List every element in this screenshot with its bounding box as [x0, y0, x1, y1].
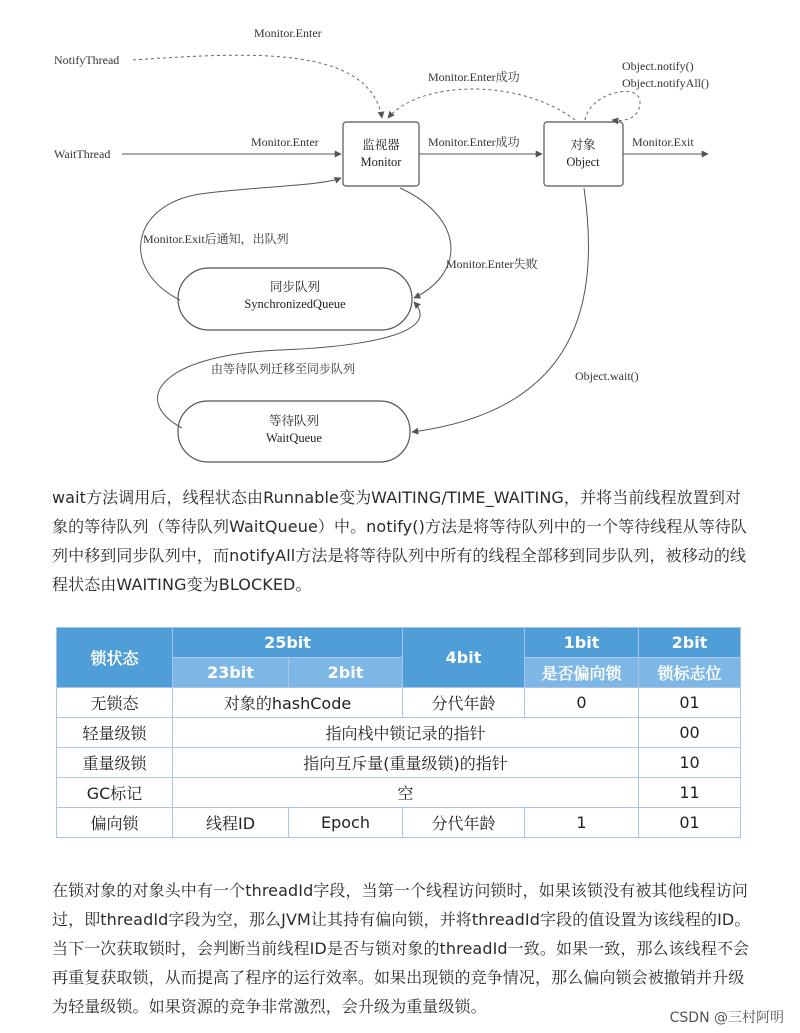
- cell-flag: 11: [639, 778, 741, 808]
- cell-flag: 10: [639, 748, 741, 778]
- header-25bit: 25bit: [173, 628, 403, 658]
- cell-state: 偏向锁: [57, 808, 173, 838]
- cell-thread-id: 线程ID: [173, 808, 289, 838]
- monitor-enter-top-label: Monitor.Enter: [254, 26, 322, 40]
- mark-word-table: [56, 627, 741, 838]
- wait-explanation-paragraph: wait方法调用后，线程状态由Runnable变为WAITING/TIME_WAITING，并将当前线程放置到对象的等待队列（等待队列WaitQueue）中。notify()方法是将等待队列中的一个等待线程从等待队列中移到同步队列中，而notifyAll方法是将等待队列中所有的线程全部移到同步队列，被移动的线程状态由WAITING变为BLOCKED。: [52, 488, 747, 594]
- header-2bit-sub: 2bit: [289, 658, 403, 688]
- object-notify-all-label: Object.notifyAll(): [622, 76, 709, 90]
- biased-lock-paragraph: 在锁对象的对象头中有一个threadId字段，当第一个线程访问锁时，如果该锁没有被其他线程访问过，即threadId字段为空，那么JVM让其持有偏向锁，并将threadId字段的值设置为该线程的ID。当下一次获取锁时，会判断当前线程ID是否与锁对象的threadId一致。如果一致，那么该线程不会再重复获取锁，从而提高了程序的运行效率。如果出现锁的竞争情况，那么偏向锁会被撤销并升级为轻量级锁。如果资源的竞争非常激烈，会升级为重量级锁。: [52, 881, 751, 1016]
- object-cn-label: 对象: [570, 138, 596, 152]
- cell-hashcode: 对象的hashCode: [173, 688, 403, 718]
- header-1bit: 1bit: [525, 628, 639, 658]
- wait-queue-cn-label: 等待队列: [268, 414, 320, 428]
- cell-state: 无锁态: [57, 688, 173, 718]
- table-header-row: [57, 628, 741, 658]
- object-wait-arrow: [412, 188, 588, 432]
- exit-notify-label: Monitor.Exit后通知，出队列: [143, 232, 289, 246]
- cell-pointer: 指向互斥量(重量级锁)的指针: [173, 748, 639, 778]
- move-queue-label: 由等待队列迁移至同步队列: [211, 362, 356, 376]
- enter-fail-label: Monitor.Enter失败: [446, 257, 538, 271]
- cell-pointer: 指向栈中锁记录的指针: [173, 718, 639, 748]
- header-23bit: 23bit: [173, 658, 289, 688]
- object-notify-loop: [585, 92, 640, 121]
- table-row: [57, 748, 741, 778]
- sync-queue-cn-label: 同步队列: [269, 280, 321, 294]
- cell-age: 分代年龄: [403, 808, 525, 838]
- monitor-en-label: Monitor: [360, 155, 402, 169]
- header-2bit: 2bit: [639, 628, 741, 658]
- cell-biased: 1: [525, 808, 639, 838]
- header-4bit: 4bit: [403, 628, 525, 688]
- monitor-enter-left-label: Monitor.Enter: [251, 135, 319, 149]
- monitor-exit-label: Monitor.Exit: [632, 135, 694, 149]
- cell-state: 轻量级锁: [57, 718, 173, 748]
- cell-empty: 空: [173, 778, 639, 808]
- cell-epoch: Epoch: [289, 808, 403, 838]
- cell-state: 重量级锁: [57, 748, 173, 778]
- wait-thread-label: WaitThread: [54, 147, 111, 161]
- cell-biased: 0: [525, 688, 639, 718]
- cell-flag: 01: [639, 688, 741, 718]
- monitor-enter-success-mid-label: Monitor.Enter成功: [428, 135, 520, 149]
- wait-queue-en-label: WaitQueue: [266, 431, 322, 445]
- object-to-monitor-arrow: [388, 89, 575, 120]
- table-row: [57, 808, 741, 838]
- header-flag: 锁标志位: [639, 658, 741, 688]
- notify-thread-arrow: [133, 55, 382, 118]
- sync-queue-en-label: SynchronizedQueue: [244, 297, 346, 311]
- table-row: [57, 778, 741, 808]
- monitor-diagram: [0, 0, 800, 470]
- monitor-box: [343, 122, 419, 186]
- notify-thread-label: NotifyThread: [54, 53, 120, 67]
- object-box: [544, 122, 623, 186]
- object-notify-label: Object.notify(): [622, 59, 694, 73]
- cell-state: GC标记: [57, 778, 173, 808]
- header-biased: 是否偏向锁: [525, 658, 639, 688]
- header-lock-state: 锁状态: [57, 628, 173, 688]
- table-row: [57, 718, 741, 748]
- enter-fail-arrow: [400, 188, 451, 298]
- monitor-enter-success-top-label: Monitor.Enter成功: [428, 70, 520, 84]
- object-wait-label: Object.wait(): [575, 369, 639, 383]
- monitor-cn-label: 监视器: [362, 138, 400, 152]
- cell-flag: 00: [639, 718, 741, 748]
- cell-flag: 01: [639, 808, 741, 838]
- cell-age: 分代年龄: [403, 688, 525, 718]
- csdn-watermark: CSDN @三村阿明: [669, 1010, 784, 1026]
- object-en-label: Object: [566, 155, 600, 169]
- table-row: [57, 688, 741, 718]
